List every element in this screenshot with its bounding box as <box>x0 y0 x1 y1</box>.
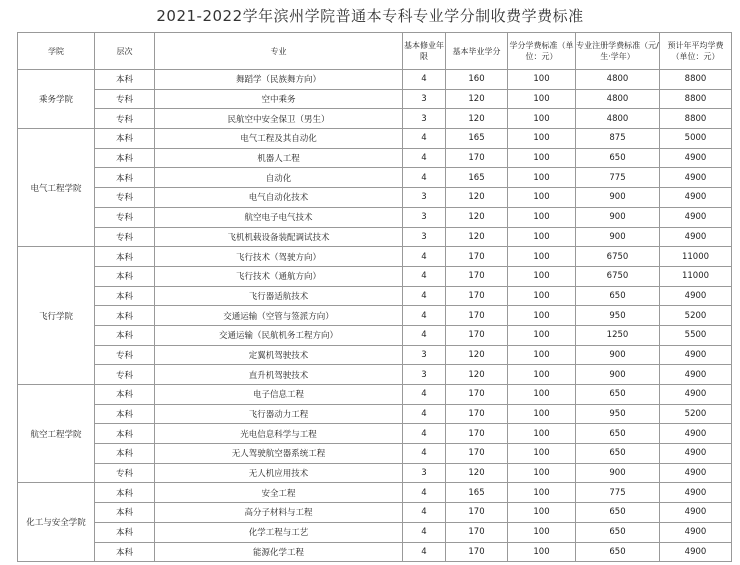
header-reg-fee: 专业注册学费标准（元/生·学年） <box>576 33 660 70</box>
table-row <box>18 444 732 464</box>
credit-fee-cell: 100 <box>508 188 576 208</box>
level-cell: 本科 <box>95 385 155 405</box>
credits-cell: 170 <box>446 385 508 405</box>
years-cell: 3 <box>403 463 446 483</box>
years-cell: 4 <box>403 266 446 286</box>
credits-cell: 160 <box>446 70 508 90</box>
reg-fee-cell: 650 <box>576 148 660 168</box>
avg-fee-cell: 5500 <box>660 325 732 345</box>
years-cell: 4 <box>403 306 446 326</box>
reg-fee-cell: 875 <box>576 129 660 149</box>
years-cell: 3 <box>403 89 446 109</box>
level-cell: 专科 <box>95 365 155 385</box>
table-body <box>18 70 732 562</box>
avg-fee-cell: 4900 <box>660 168 732 188</box>
college-cell: 乘务学院 <box>18 70 95 129</box>
years-cell: 4 <box>403 70 446 90</box>
major-cell: 能源化学工程 <box>155 542 403 562</box>
reg-fee-cell: 900 <box>576 463 660 483</box>
reg-fee-cell: 650 <box>576 286 660 306</box>
level-cell: 专科 <box>95 207 155 227</box>
level-cell: 本科 <box>95 483 155 503</box>
table-row <box>18 463 732 483</box>
credits-cell: 170 <box>446 542 508 562</box>
level-cell: 专科 <box>95 188 155 208</box>
years-cell: 4 <box>403 424 446 444</box>
level-cell: 本科 <box>95 325 155 345</box>
level-cell: 专科 <box>95 345 155 365</box>
avg-fee-cell: 5200 <box>660 404 732 424</box>
credits-cell: 170 <box>446 424 508 444</box>
reg-fee-cell: 4800 <box>576 89 660 109</box>
avg-fee-cell: 4900 <box>660 148 732 168</box>
level-cell: 专科 <box>95 463 155 483</box>
table-row <box>18 247 732 267</box>
credit-fee-cell: 100 <box>508 109 576 129</box>
table-row <box>18 542 732 562</box>
credits-cell: 120 <box>446 365 508 385</box>
major-cell: 飞行器适航技术 <box>155 286 403 306</box>
table-row <box>18 168 732 188</box>
level-cell: 本科 <box>95 522 155 542</box>
major-cell: 高分子材料与工程 <box>155 503 403 523</box>
table-row <box>18 129 732 149</box>
credit-fee-cell: 100 <box>508 247 576 267</box>
table-row <box>18 70 732 90</box>
credit-fee-cell: 100 <box>508 365 576 385</box>
credit-fee-cell: 100 <box>508 542 576 562</box>
level-cell: 专科 <box>95 89 155 109</box>
college-cell: 航空工程学院 <box>18 385 95 483</box>
credits-cell: 120 <box>446 345 508 365</box>
major-cell: 空中乘务 <box>155 89 403 109</box>
level-cell: 本科 <box>95 542 155 562</box>
major-cell: 直升机驾驶技术 <box>155 365 403 385</box>
reg-fee-cell: 900 <box>576 365 660 385</box>
avg-fee-cell: 8800 <box>660 109 732 129</box>
header-credits: 基本毕业学分 <box>446 33 508 70</box>
table-row <box>18 109 732 129</box>
table-row <box>18 325 732 345</box>
level-cell: 本科 <box>95 70 155 90</box>
credits-cell: 170 <box>446 247 508 267</box>
credit-fee-cell: 100 <box>508 424 576 444</box>
avg-fee-cell: 4900 <box>660 286 732 306</box>
level-cell: 本科 <box>95 424 155 444</box>
reg-fee-cell: 650 <box>576 444 660 464</box>
level-cell: 本科 <box>95 129 155 149</box>
years-cell: 4 <box>403 168 446 188</box>
level-cell: 本科 <box>95 444 155 464</box>
credits-cell: 170 <box>446 444 508 464</box>
years-cell: 4 <box>403 286 446 306</box>
credit-fee-cell: 100 <box>508 463 576 483</box>
reg-fee-cell: 650 <box>576 385 660 405</box>
major-cell: 机器人工程 <box>155 148 403 168</box>
credits-cell: 165 <box>446 129 508 149</box>
table-row <box>18 89 732 109</box>
level-cell: 本科 <box>95 168 155 188</box>
reg-fee-cell: 950 <box>576 306 660 326</box>
major-cell: 无人驾驶航空器系统工程 <box>155 444 403 464</box>
credits-cell: 120 <box>446 89 508 109</box>
avg-fee-cell: 4900 <box>660 503 732 523</box>
reg-fee-cell: 775 <box>576 168 660 188</box>
reg-fee-cell: 650 <box>576 503 660 523</box>
credits-cell: 120 <box>446 188 508 208</box>
level-cell: 本科 <box>95 404 155 424</box>
major-cell: 飞机机载设备装配调试技术 <box>155 227 403 247</box>
credit-fee-cell: 100 <box>508 286 576 306</box>
credit-fee-cell: 100 <box>508 522 576 542</box>
table-row <box>18 503 732 523</box>
reg-fee-cell: 4800 <box>576 109 660 129</box>
major-cell: 飞行器动力工程 <box>155 404 403 424</box>
credits-cell: 120 <box>446 207 508 227</box>
major-cell: 交通运输（空管与签派方向） <box>155 306 403 326</box>
avg-fee-cell: 4900 <box>660 188 732 208</box>
level-cell: 本科 <box>95 286 155 306</box>
years-cell: 4 <box>403 483 446 503</box>
credit-fee-cell: 100 <box>508 70 576 90</box>
credits-cell: 170 <box>446 306 508 326</box>
avg-fee-cell: 8800 <box>660 89 732 109</box>
avg-fee-cell: 4900 <box>660 385 732 405</box>
credit-fee-cell: 100 <box>508 385 576 405</box>
credits-cell: 120 <box>446 109 508 129</box>
reg-fee-cell: 900 <box>576 345 660 365</box>
credits-cell: 165 <box>446 483 508 503</box>
credits-cell: 120 <box>446 463 508 483</box>
college-cell: 飞行学院 <box>18 247 95 385</box>
credit-fee-cell: 100 <box>508 129 576 149</box>
credit-fee-cell: 100 <box>508 325 576 345</box>
avg-fee-cell: 4900 <box>660 365 732 385</box>
years-cell: 3 <box>403 345 446 365</box>
avg-fee-cell: 5200 <box>660 306 732 326</box>
table-row <box>18 286 732 306</box>
table-header-row <box>18 33 732 70</box>
avg-fee-cell: 4900 <box>660 542 732 562</box>
table-row <box>18 188 732 208</box>
table-row <box>18 385 732 405</box>
level-cell: 本科 <box>95 247 155 267</box>
header-avg-fee: 预计年平均学费（单位：元） <box>660 33 732 70</box>
page-title: 2021-2022学年滨州学院普通本专科专业学分制收费学费标准 <box>156 7 584 25</box>
table-row <box>18 483 732 503</box>
credit-fee-cell: 100 <box>508 89 576 109</box>
table-row <box>18 207 732 227</box>
years-cell: 3 <box>403 365 446 385</box>
avg-fee-cell: 4900 <box>660 345 732 365</box>
years-cell: 4 <box>403 385 446 405</box>
major-cell: 飞行技术（驾驶方向） <box>155 247 403 267</box>
level-cell: 本科 <box>95 503 155 523</box>
years-cell: 4 <box>403 148 446 168</box>
header-years: 基本修业年限 <box>403 33 446 70</box>
reg-fee-cell: 900 <box>576 227 660 247</box>
table-row <box>18 404 732 424</box>
reg-fee-cell: 6750 <box>576 266 660 286</box>
avg-fee-cell: 4900 <box>660 483 732 503</box>
major-cell: 民航空中安全保卫（男生） <box>155 109 403 129</box>
credits-cell: 170 <box>446 522 508 542</box>
table-row <box>18 424 732 444</box>
credit-fee-cell: 100 <box>508 483 576 503</box>
credit-fee-cell: 100 <box>508 444 576 464</box>
credits-cell: 170 <box>446 503 508 523</box>
avg-fee-cell: 11000 <box>660 266 732 286</box>
major-cell: 舞蹈学（民族舞方向） <box>155 70 403 90</box>
table-row <box>18 522 732 542</box>
credits-cell: 170 <box>446 404 508 424</box>
major-cell: 安全工程 <box>155 483 403 503</box>
reg-fee-cell: 950 <box>576 404 660 424</box>
header-major: 专业 <box>155 33 403 70</box>
header-credit-fee: 学分学费标准（单位：元） <box>508 33 576 70</box>
reg-fee-cell: 4800 <box>576 70 660 90</box>
years-cell: 3 <box>403 109 446 129</box>
table-row <box>18 306 732 326</box>
avg-fee-cell: 4900 <box>660 227 732 247</box>
header-level: 层次 <box>95 33 155 70</box>
avg-fee-cell: 4900 <box>660 463 732 483</box>
fee-table <box>17 32 732 562</box>
major-cell: 无人机应用技术 <box>155 463 403 483</box>
years-cell: 3 <box>403 188 446 208</box>
major-cell: 光电信息科学与工程 <box>155 424 403 444</box>
credit-fee-cell: 100 <box>508 345 576 365</box>
credits-cell: 165 <box>446 168 508 188</box>
major-cell: 化学工程与工艺 <box>155 522 403 542</box>
years-cell: 4 <box>403 325 446 345</box>
years-cell: 4 <box>403 542 446 562</box>
level-cell: 本科 <box>95 306 155 326</box>
reg-fee-cell: 650 <box>576 522 660 542</box>
reg-fee-cell: 900 <box>576 207 660 227</box>
reg-fee-cell: 650 <box>576 424 660 444</box>
major-cell: 飞行技术（通航方向） <box>155 266 403 286</box>
years-cell: 4 <box>403 129 446 149</box>
credit-fee-cell: 100 <box>508 168 576 188</box>
avg-fee-cell: 4900 <box>660 424 732 444</box>
level-cell: 专科 <box>95 227 155 247</box>
reg-fee-cell: 900 <box>576 188 660 208</box>
years-cell: 4 <box>403 247 446 267</box>
major-cell: 定翼机驾驶技术 <box>155 345 403 365</box>
major-cell: 电子信息工程 <box>155 385 403 405</box>
credits-cell: 170 <box>446 266 508 286</box>
avg-fee-cell: 5000 <box>660 129 732 149</box>
header-college: 学院 <box>18 33 95 70</box>
major-cell: 航空电子电气技术 <box>155 207 403 227</box>
major-cell: 电气自动化技术 <box>155 188 403 208</box>
avg-fee-cell: 11000 <box>660 247 732 267</box>
avg-fee-cell: 8800 <box>660 70 732 90</box>
table-row <box>18 148 732 168</box>
credit-fee-cell: 100 <box>508 227 576 247</box>
credit-fee-cell: 100 <box>508 503 576 523</box>
major-cell: 交通运输（民航机务工程方向） <box>155 325 403 345</box>
credit-fee-cell: 100 <box>508 207 576 227</box>
credit-fee-cell: 100 <box>508 148 576 168</box>
table-row <box>18 227 732 247</box>
credits-cell: 170 <box>446 325 508 345</box>
credit-fee-cell: 100 <box>508 266 576 286</box>
reg-fee-cell: 650 <box>576 542 660 562</box>
reg-fee-cell: 775 <box>576 483 660 503</box>
level-cell: 本科 <box>95 148 155 168</box>
college-cell: 电气工程学院 <box>18 129 95 247</box>
major-cell: 电气工程及其自动化 <box>155 129 403 149</box>
years-cell: 4 <box>403 503 446 523</box>
avg-fee-cell: 4900 <box>660 444 732 464</box>
credit-fee-cell: 100 <box>508 306 576 326</box>
credits-cell: 170 <box>446 286 508 306</box>
avg-fee-cell: 4900 <box>660 522 732 542</box>
credit-fee-cell: 100 <box>508 404 576 424</box>
table-row <box>18 365 732 385</box>
major-cell: 自动化 <box>155 168 403 188</box>
level-cell: 专科 <box>95 109 155 129</box>
credits-cell: 170 <box>446 148 508 168</box>
reg-fee-cell: 1250 <box>576 325 660 345</box>
years-cell: 4 <box>403 444 446 464</box>
level-cell: 本科 <box>95 266 155 286</box>
avg-fee-cell: 4900 <box>660 207 732 227</box>
years-cell: 3 <box>403 227 446 247</box>
table-row <box>18 345 732 365</box>
table-row <box>18 266 732 286</box>
years-cell: 4 <box>403 404 446 424</box>
college-cell: 化工与安全学院 <box>18 483 95 562</box>
years-cell: 3 <box>403 207 446 227</box>
credits-cell: 120 <box>446 227 508 247</box>
years-cell: 4 <box>403 522 446 542</box>
reg-fee-cell: 6750 <box>576 247 660 267</box>
